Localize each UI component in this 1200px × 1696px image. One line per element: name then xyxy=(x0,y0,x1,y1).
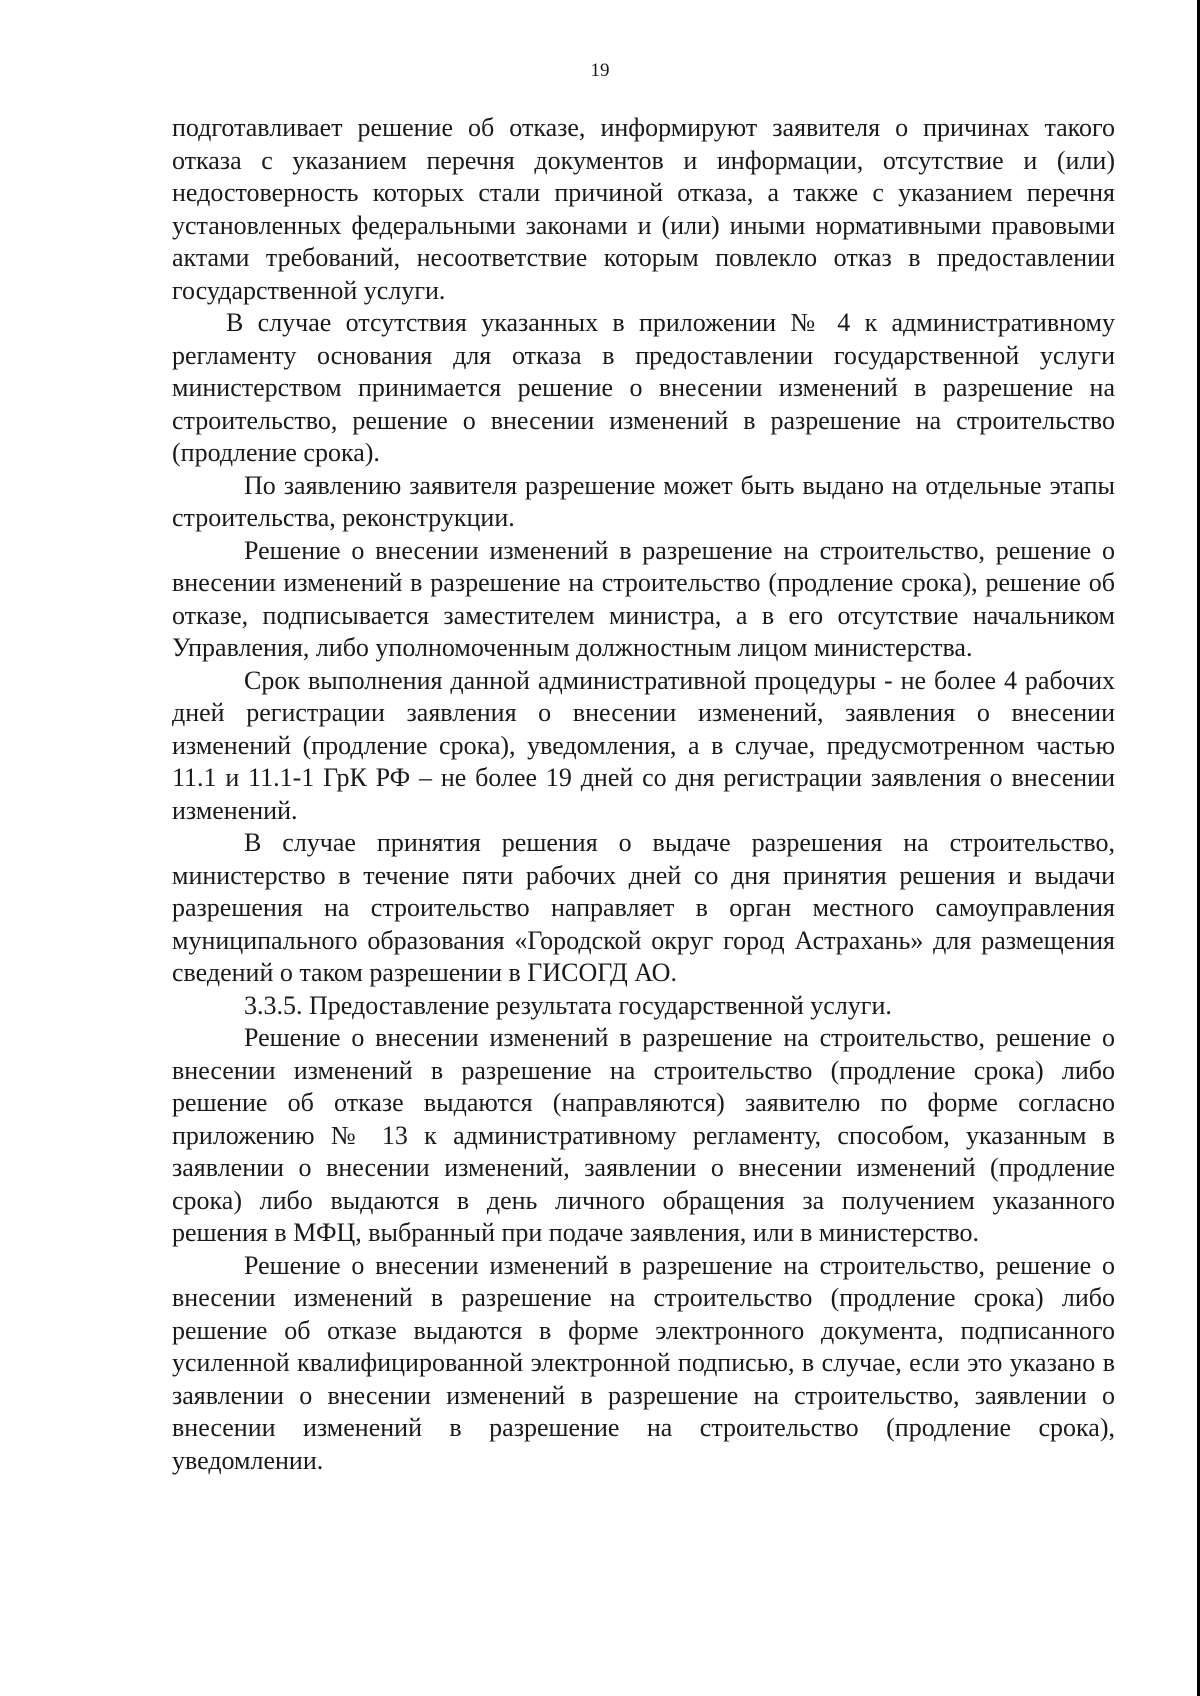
paragraph-delivery: Решение о внесении изменений в разрешение на строительство, решение о внесении изменений в разрешение на строительство (продление срока) либо решение об отказе выдаются (направляются) заявителю по форме согласно приложению № 13 к административному регламенту, способом, указанным в заявлении о внесении изменений, заявлении о внесении изменений (продление срока) либо выдаются в день личного обращения за получением указанного решения в МФЦ, выбранный при подаче заявления, или в министерство. xyxy=(172,1023,1115,1247)
paragraph-gisogd: В случае принятия решения о выдаче разрешения на строительство, министерство в течение пяти рабочих дней со дня принятия решения и выдачи разрешения на строительство направляет в орган местного самоуправления муниципального образования «Городской округ город Астрахань» для размещения сведений о таком разрешении в ГИСОГД АО. xyxy=(172,828,1115,987)
paragraph-electronic-delivery: Решение о внесении изменений в разрешение на строительство, решение о внесении изменений в разрешение на строительство (продление срока) либо решение об отказе выдаются в форме электронного документа, подписанного усиленной квалифицированной электронной подписью, в случае, если это указано в заявлении о внесении изменений в разрешение на строительство, заявлении о внесении изменений в разрешение на строительство (продление срока), уведомлении. xyxy=(172,1250,1115,1475)
paragraph-no-grounds: В случае отсутствия указанных в приложении № 4 к административному регламенту основания для отказа в предоставлении государственной услуги министерством принимается решение о внесении изменений в разрешение на строительство, решение о внесении изменений в разрешение на строительство (продление срока). xyxy=(172,308,1115,467)
section-heading-3-3-5: 3.3.5. Предоставление результата государственной услуги. xyxy=(244,990,892,1020)
document-body xyxy=(172,112,1115,1477)
paragraph-signing: Решение о внесении изменений в разрешение на строительство, решение о внесении изменений в разрешение на строительство (продление срока), решение об отказе, подписывается заместителем министра, а в его отсутствие начальником Управления, либо уполномоченным должностным лицом министерства. xyxy=(172,535,1115,662)
page-number: 19 xyxy=(590,60,610,81)
paragraph-stages: По заявлению заявителя разрешение может быть выдано на отдельные этапы строительства, реконструкции. xyxy=(172,470,1115,532)
paragraph-deadline: Срок выполнения данной административной процедуры - не более 4 рабочих дней регистрации заявления о внесении изменений, заявления о внесении изменений (продление срока), уведомления, а в случае, предусмотренном частью 11.1 и 11.1-1 ГрК РФ – не более 19 дней со дня регистрации заявления о внесении изменений. xyxy=(172,665,1115,825)
paragraph-refusal-info: подготавливает решение об отказе, информируют заявителя о причинах такого отказа с указанием перечня документов и информации, отсутствие и (или) недостоверность которых стали причиной отказа, а также с указанием перечня установленных федеральными законами и (или) иными нормативными правовыми актами требований, несоответствие которым повлекло отказ в предоставлении государственной услуги. xyxy=(172,113,1115,305)
